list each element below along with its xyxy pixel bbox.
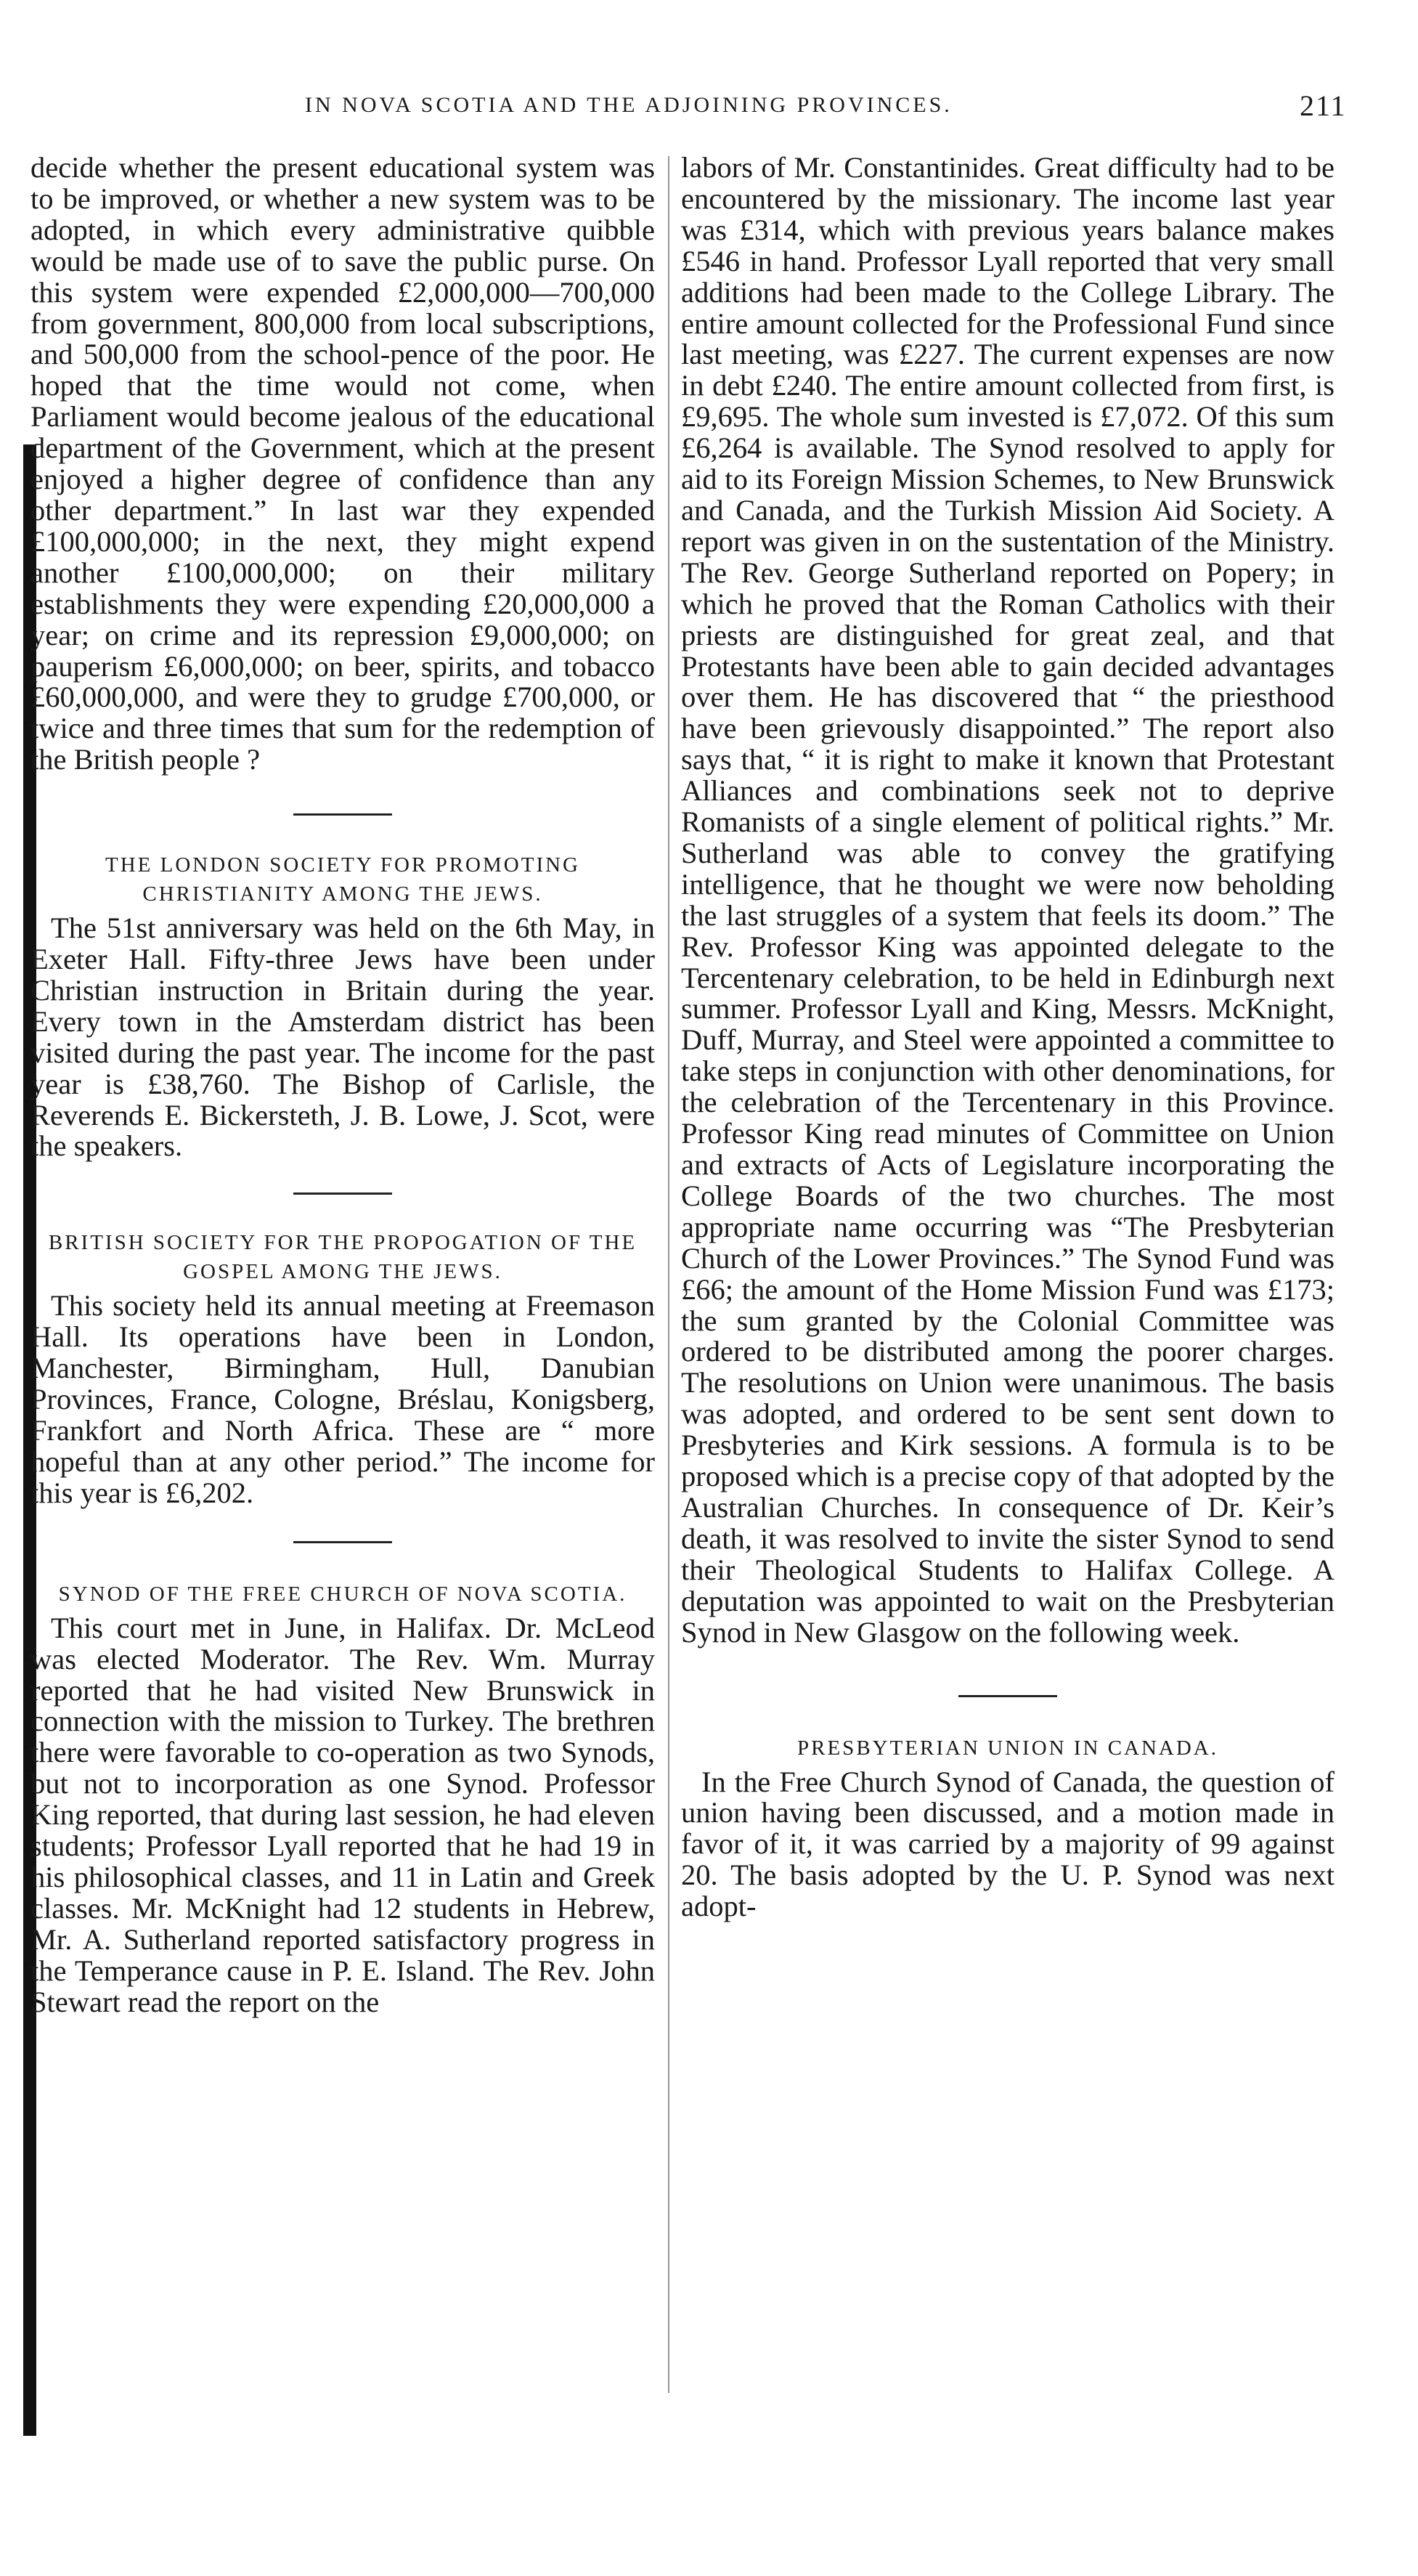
section-body-free-church-synod: This court met in June, in Halifax. Dr. McLeod was elected Moderator. The Rev. Wm. Murray reported that he had visited New Brunswick in connection with the mission to Turkey. The brethren there were favorable to co-operation as two Synods, but not to incorporation as one Synod. Professor King reported, that during last session, he had eleven students; Professor Lyall reported that he had 19 in his philosophical classes, and 11 in Latin and Greek classes. Mr. McKnight had 12 students in Hebrew, Mr. A. Sutherland reported satisfactory progress in the Temperance cause in P. E. Island. The Rev. John Stewart read the report on the [30, 1611, 655, 2018]
section-rule [293, 1541, 392, 1543]
continued-paragraph: labors of Mr. Constantinides. Great difficulty had to be encountered by the missionary. The income last year was £314, which with previous years balance makes £546 in hand. Professor Lyall reported that very small additions had been made to the College Library. The entire amount collected for the Professional Fund since last meeting, was £227. The current expenses are now in debt £240. The entire amount collected from first, is £9,695. The whole sum invested is £7,072. Of this sum £6,264 is available. The Synod resolved to apply for aid to its Foreign Mission Schemes, to New Brunswick and Canada, and the Turkish Mission Aid Society. A report was given in on the sustentation of the Ministry. The Rev. George Sutherland reported on Popery; in which he proved that the Roman Catholics with their priests are distinguished for great zeal, and that Protestants have been able to gain decided advantages over them. He has discovered that “ the priesthood have been grievously disappointed.” The report also says that, “ it is right to make it known that Protestant Alliances and combinations seek not to deprive Romanists of a single element of political rights.” Mr. Sutherland was able to convey the gratifying intelligence, that he thought we were now beholding the last struggles of a system that feels its doom.” The Rev. Professor King was appointed delegate to the Tercentenary celebration, to be held in Edinburgh next summer. Professor Lyall and King, Messrs. McKnight, Duff, Murray, and Steel were appointed a committee to take steps in conjunction with other denominations, for the celebration of the Tercentenary in this Province. Professor King read minutes of Committee on Union and extracts of Acts of Legislature incorporating the College Boards of the two churches. The most appropriate name occurring was “The Presbyterian Church of the Lower Provinces.” The Synod Fund was £66; the amount of the Home Mission Fund was £173; the sum granted by the Colonial Committee was ordered to be distributed among the poorer charges. The resolutions on Union were unanimous. The basis was adopted, and ordered to be sent sent down to Presbyteries and Kirk sessions. A formula is to be proposed which is a precise copy of that adopted by the Australian Churches. In consequence of Dr. Keir’s death, it was resolved to invite the sister Synod to send their Theological Students to Halifax College. A deputation was appointed to wait on the Presbyterian Synod in New Glasgow on the following week. [681, 151, 1335, 1649]
opening-paragraph: decide whether the present educational system was to be improved, or whether a new system was to be adopted, in which every administrative quibble would be made use of to save the public purse. On this system were expended £2,000,000—700,000 from government, 800,000 from local subscriptions, and 500,000 from the school-pence of the poor. He hoped that the time would not come, when Parliament would become jealous of the educational department of the Government, which at the present enjoyed a higher degree of confidence than any other department.” In last war they expended £100,000,000; in the next, they might expend another £100,000,000; on their military establishments they were expending £20,000,000 a year; on crime and its repression £9,000,000; on pauperism £6,000,000; on beer, spirits, and tobacco £60,000,000, and were they to grudge £700,000, or twice and three times that sum for the redemption of the British people ? [30, 151, 655, 776]
section-rule [293, 813, 392, 816]
section-heading-free-church-synod: SYNOD OF THE FREE CHURCH OF NOVA SCOTIA. [58, 1582, 627, 1606]
section-rule [958, 1695, 1057, 1697]
column-divider [668, 156, 669, 2393]
section-body-london-society: The 51st anniversary was held on the 6th May, in Exeter Hall. Fifty-three Jews have been under Christian instruction in Britain during the year. Every town in the Amsterdam district has been visited during the past year. The income for the past year is £38,760. The Bishop of Carlisle, the Reverends E. Bickersteth, J. B. Lowe, J. Scot, were the speakers. [30, 911, 655, 1163]
section-body-presbyterian-union: In the Free Church Synod of Canada, the question of union having been discussed, and a motion made in favor of it, it was carried by a majority of 99 against 20. The basis adopted by the U. P. Synod was next adopt- [681, 1765, 1335, 1923]
right-column [681, 153, 1335, 1922]
running-head [0, 89, 1418, 129]
page-number: 211 [1300, 89, 1347, 122]
section-rule [293, 1192, 392, 1195]
section-heading-presbyterian-union: PRESBYTERIAN UNION IN CANADA. [797, 1736, 1218, 1760]
left-column [30, 153, 655, 2018]
section-heading-london-society: THE LONDON SOCIETY FOR PROMOTING CHRISTIANITY AMONG THE JEWS. [105, 853, 580, 906]
running-title: IN NOVA SCOTIA AND THE ADJOINING PROVINCES. [305, 93, 953, 117]
section-body-british-society: This society held its annual meeting at Freemason Hall. Its operations have been in London, Manchester, Birmingham, Hull, Danubian Provinces, France, Cologne, Bréslau, Konigsberg, Frankfort and North Africa. These are “ more hopeful than at any other period.” The income for this year is £6,202. [30, 1289, 655, 1509]
section-heading-british-society: BRITISH SOCIETY FOR THE PROPOGATION OF THE GOSPEL AMONG THE JEWS. [48, 1231, 637, 1284]
